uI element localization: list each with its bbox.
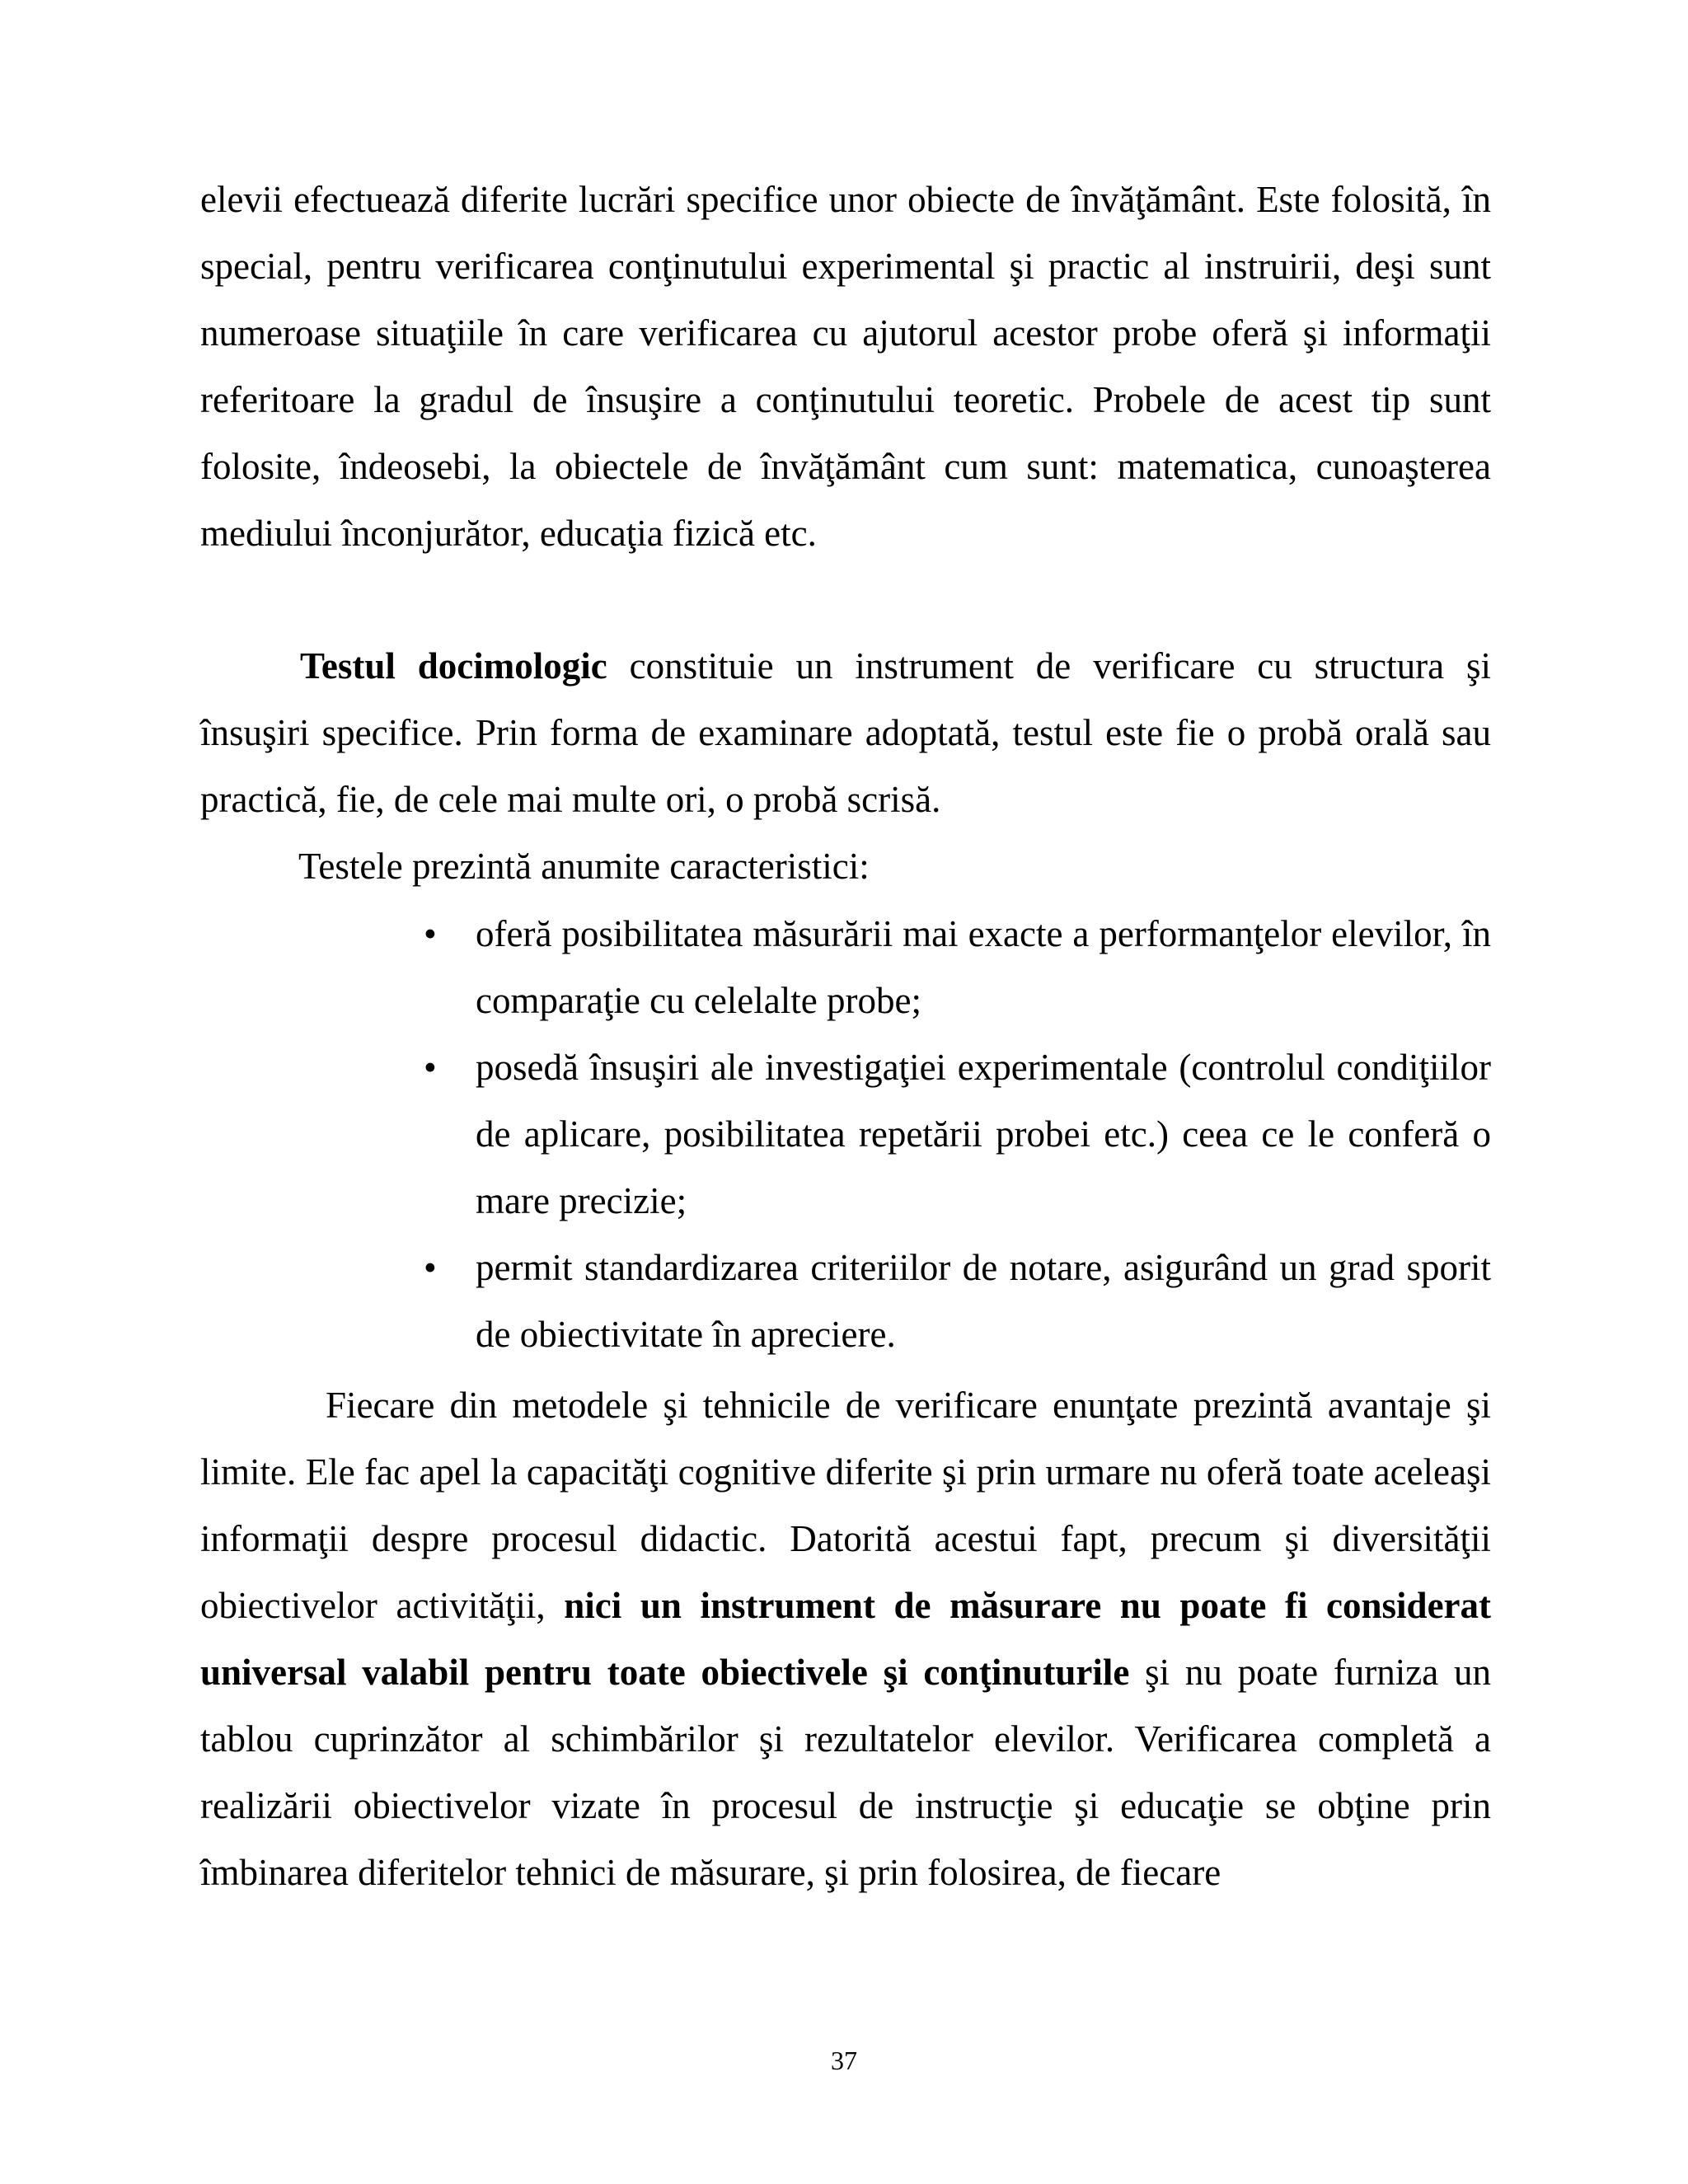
list-item-text: permit standardizarea criteriilor de notare, asigurând un grad sporit de obiectivitate în apreciere.: [476, 1247, 1491, 1355]
bold-statement: nici un instrument de măsurare nu poate fi considerat universal valabil pentru toate obiectivele şi conţinuturile: [200, 1585, 1491, 1693]
bullet-icon: •: [424, 1247, 437, 1288]
paragraph-probe-practice: [200, 166, 1491, 567]
list-item-text: posedă însuşiri ale investigaţiei experimentale (controlul condiţiilor de aplicare, posibilitatea repetării probei etc.) ceea ce le conferă o mare precizie;: [476, 1047, 1491, 1221]
list-item: [424, 1235, 1491, 1368]
bullet-icon: •: [424, 1047, 437, 1088]
list-item: [424, 1034, 1491, 1235]
bold-term: Testul docimologic: [300, 645, 607, 687]
characteristics-list: [424, 901, 1491, 1368]
list-item-text: oferă posibilitatea măsurării mai exacte a performanţelor elevilor, în comparaţie cu celelalte probe;: [476, 913, 1491, 1021]
bullet-icon: •: [424, 913, 437, 954]
page-number: 37: [831, 2046, 857, 2075]
paragraph-text: Testele prezintă anumite caracteristici:: [298, 846, 870, 887]
paragraph-body: [200, 633, 1491, 833]
paragraph-text: constituie un instrument de verificare cu structura şi însuşiri specifice. Prin forma de examinare adoptată, testul este fie o probă orală sau practică, fie, de cele mai multe ori, o probă scrisă.: [200, 645, 1491, 820]
paragraph-body: [200, 1372, 1491, 1906]
paragraph-characteristics-intro: [298, 833, 1491, 900]
paragraph-test-docimologic: [200, 633, 1491, 833]
paragraph-text: Fiecare din metodele şi tehnicile de verificare enunţate prezintă avantaje şi limite. Ele fac apel la capacităţi cognitive diferite şi prin urmare nu oferă toate aceleaşi informaţii despre procesul didactic. Datorită acestui fapt, precum şi diversităţii obiectivelor activităţii,: [200, 1385, 1491, 1626]
paragraph-methods-limits: [200, 1372, 1491, 1906]
paragraph-text: elevii efectuează diferite lucrări specifice unor obiecte de învăţământ. Este folosită, în special, pentru verificarea conţinutului experimental şi practic al instruirii, deşi sunt numeroase situaţiile în care verificarea cu ajutorul acestor probe oferă şi informaţii referitoare la gradul de însuşire a conţinutului teoretic. Probele de acest tip sunt folosite, îndeosebi, la obiectele de învăţământ cum sunt: matematica, cunoaşterea mediului înconjurător, educaţia fizică etc.: [200, 179, 1491, 554]
paragraph-text: şi nu poate furniza un tablou cuprinzător al schimbărilor şi rezultatelor elevilor. Verificarea completă a realizării obiectivelor vizate în procesul de instrucţie şi educaţie se obţine prin îmbinarea diferitelor tehnici de măsurare, şi prin folosirea, de fiecare: [200, 1652, 1491, 1893]
list-item: [424, 901, 1491, 1034]
